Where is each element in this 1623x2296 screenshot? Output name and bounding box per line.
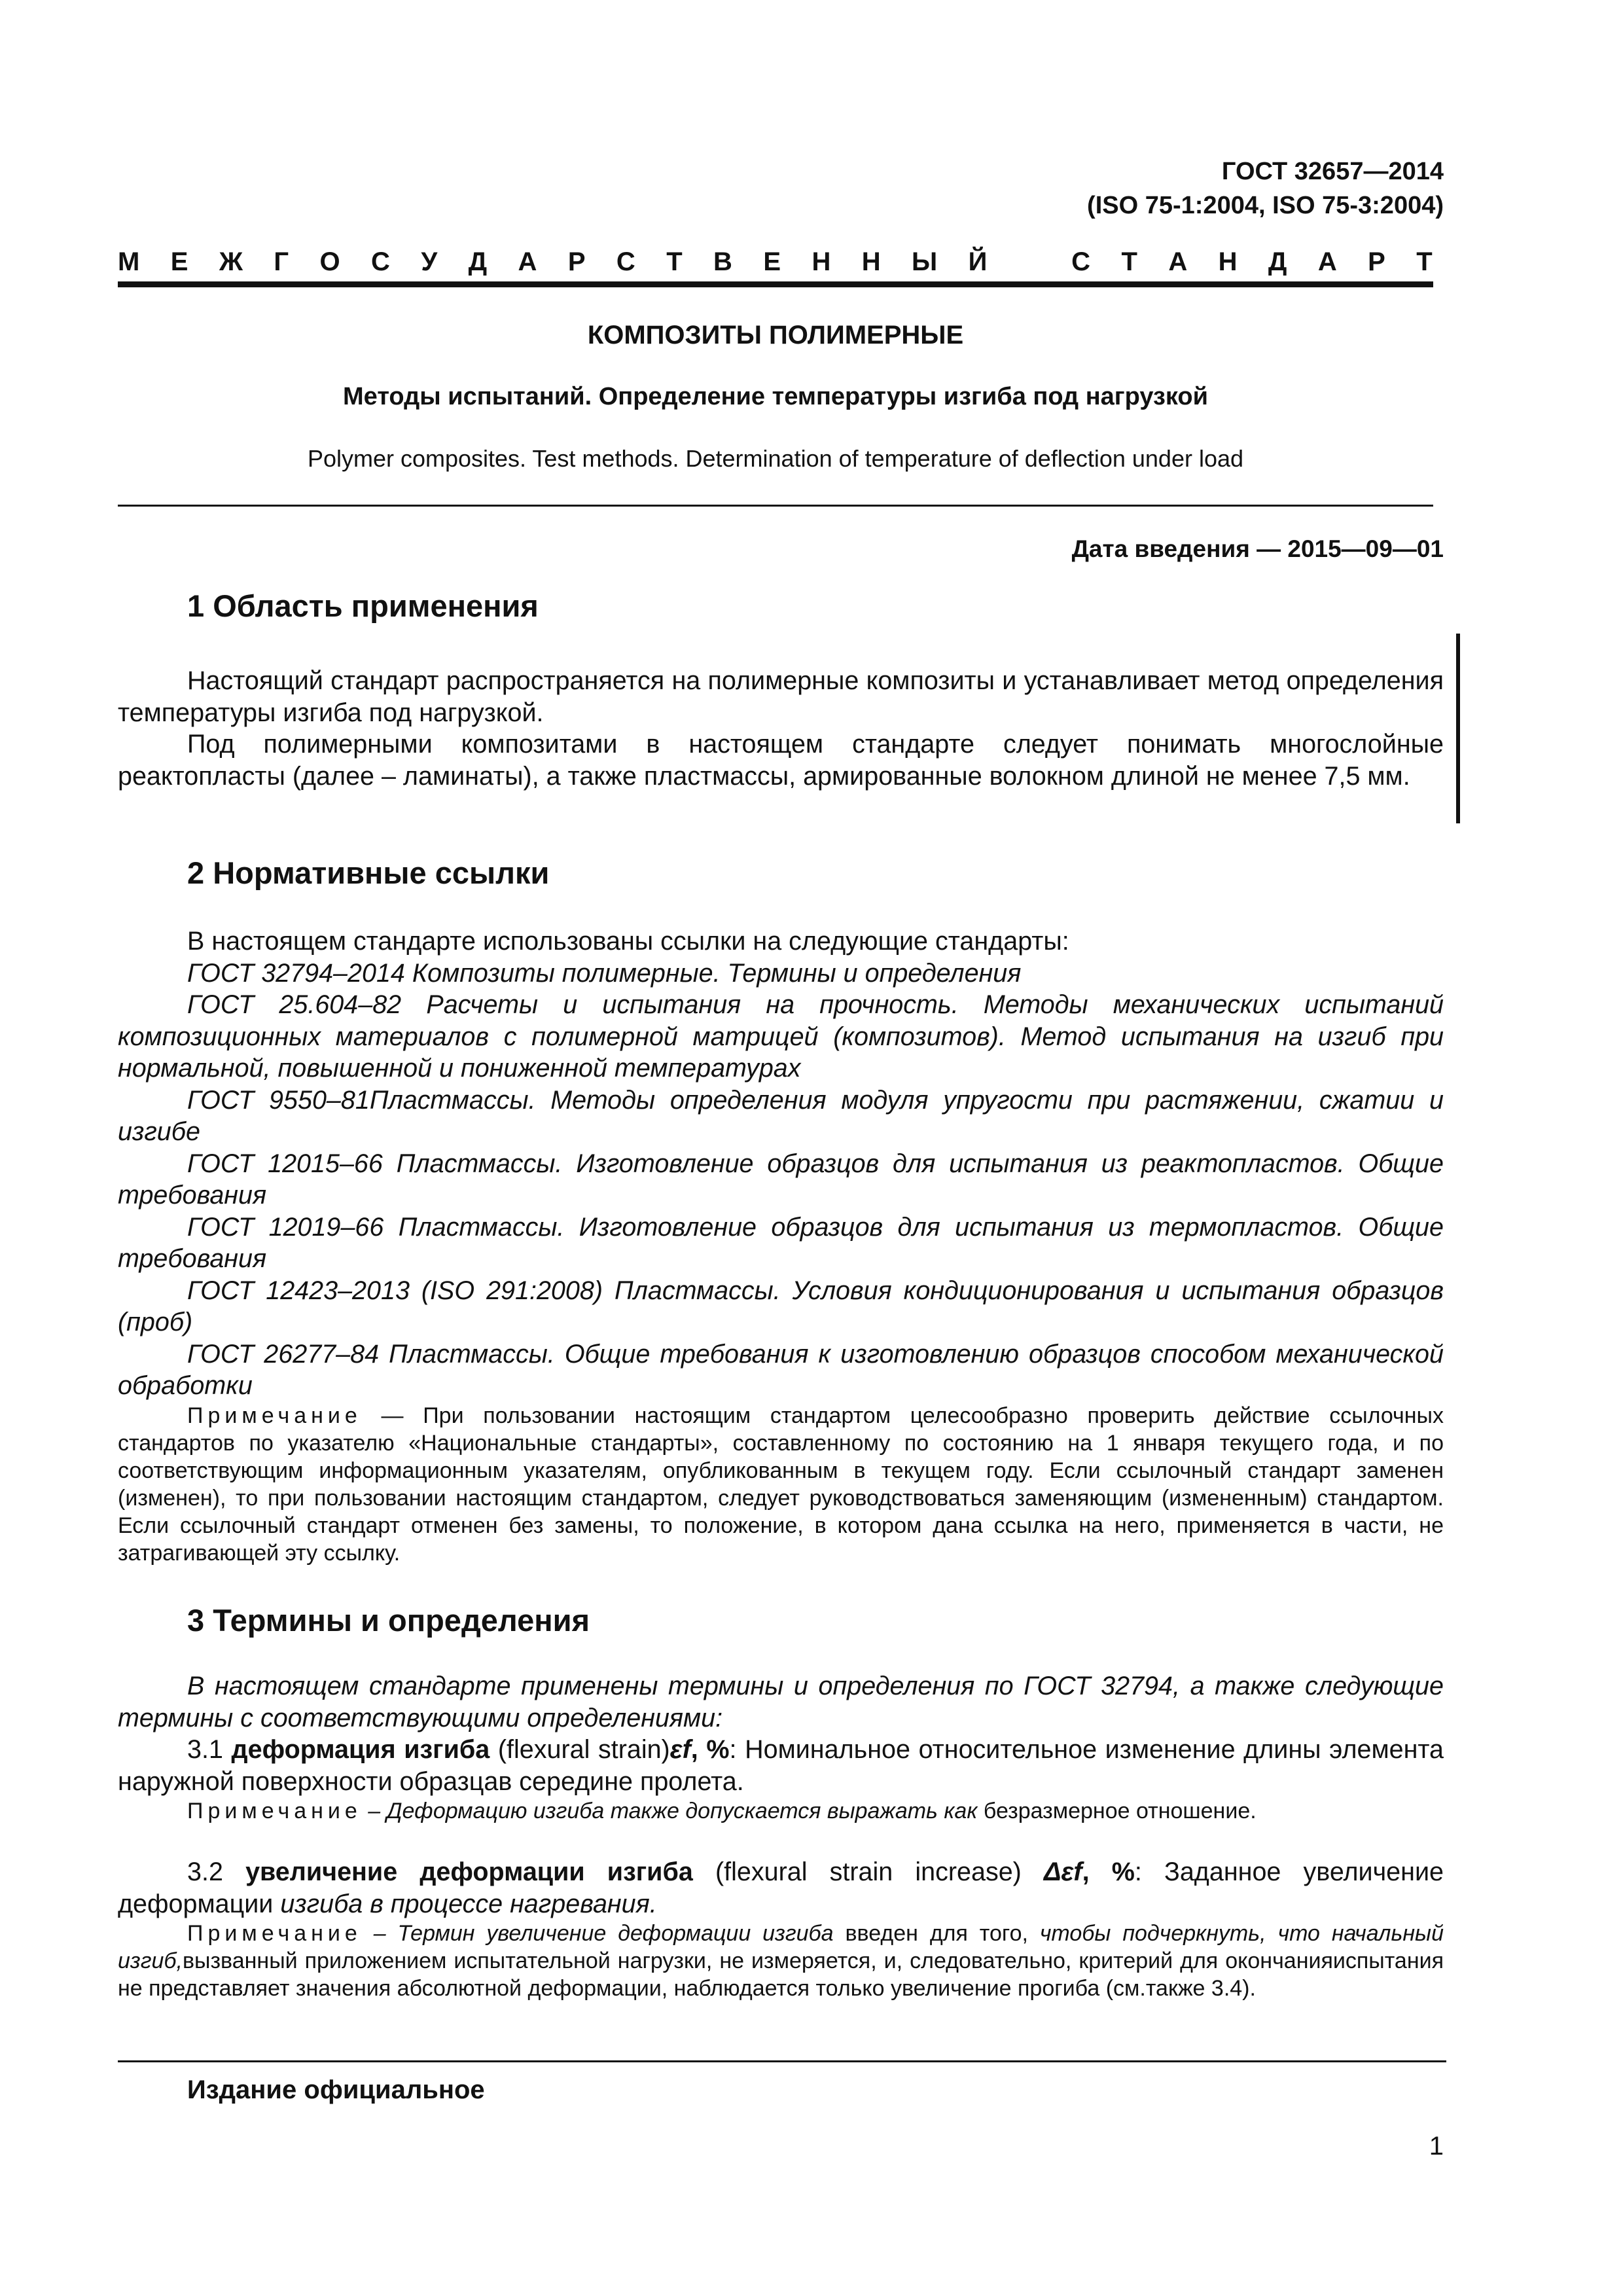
reference-item: ГОСТ 12019–66 Пластмассы. Изготовление образцов для испытания из термопластов. Общие требования <box>118 1212 1444 1273</box>
thick-rule <box>118 281 1433 287</box>
section-1-paragraph: Под полимерными композитами в настоящем стандарте следует понимать многослойные реактопласты (далее – ламинаты), а также пластмассы, армированные волокном длиной не менее 7,5 мм. <box>118 730 1444 791</box>
banner-letter: М <box>118 247 144 276</box>
introduction-date: Дата введения — 2015—09—01 <box>1071 535 1444 562</box>
note-label: Примечание <box>187 1403 362 1428</box>
term-name: деформация изгиба <box>231 1735 490 1764</box>
term-number: 3.2 <box>187 1857 246 1886</box>
page-number: 1 <box>1429 2132 1444 2161</box>
section-2-body <box>118 925 1444 1567</box>
document-title: КОМПОЗИТЫ ПОЛИМЕРНЫЕ <box>587 321 964 350</box>
banner-letter: А <box>1168 247 1192 276</box>
section-3-heading: 3 Термины и определения <box>187 1603 590 1638</box>
english-title: Polymer composites. Test methods. Determination of temperature of deflection under load <box>307 445 1244 472</box>
official-edition: Издание официальное <box>187 2075 485 2104</box>
section-1-heading: 1 Область применения <box>187 588 539 623</box>
change-bar <box>1456 634 1460 823</box>
section-3-intro: В настоящем стандарте применены термины и определения по ГОСТ 32794, а также следующие термины с соответствующими определениями: <box>118 1672 1444 1732</box>
banner-letter: С <box>1071 247 1095 276</box>
banner-letter: Р <box>1368 247 1389 276</box>
section-2-note <box>118 1402 1444 1567</box>
banner-letter: Е <box>763 247 785 276</box>
banner-letter: Й <box>968 247 991 276</box>
banner-letter: А <box>518 247 541 276</box>
banner-gap <box>1018 247 1044 277</box>
term-unit: , % <box>690 1735 730 1764</box>
section-1-paragraph: Настоящий стандарт распространяется на полимерные композиты и устанавливает метод определения температуры изгиба под нагрузкой. <box>118 666 1444 727</box>
banner-letter: Т <box>666 247 687 276</box>
note-text: введен для того, <box>833 1921 1040 1946</box>
reference-item: ГОСТ 12423–2013 (ISO 291:2008) Пластмассы. Условия кондиционирования и испытания образцов (проб) <box>118 1276 1444 1336</box>
banner-letter: Р <box>567 247 590 276</box>
term-symbol: εf <box>669 1735 691 1764</box>
note-text: – Деформацию изгиба также допускается выражать как <box>361 1799 978 1823</box>
section-1-body <box>118 665 1444 792</box>
note-label: Примечание <box>187 1799 362 1823</box>
section-2-heading: 2 Нормативные ссылки <box>187 855 550 890</box>
banner-letter: Ы <box>912 247 942 276</box>
note-label: Примечание <box>187 1921 362 1946</box>
banner-letter: Н <box>861 247 885 276</box>
footer-rule <box>118 2060 1446 2062</box>
term-3-1-note <box>118 1797 1444 1825</box>
standard-reference <box>1087 154 1444 223</box>
document-subtitle: Методы испытаний. Определение температуры изгиба под нагрузкой <box>343 383 1208 410</box>
banner-letter: В <box>713 247 736 276</box>
banner-letter: Ж <box>219 247 247 276</box>
banner-letter: О <box>319 247 344 276</box>
note-text: – Термин увеличение деформации изгиба <box>361 1921 834 1946</box>
gost-number: ГОСТ 32657—2014 <box>1221 158 1444 185</box>
term-symbol: Δεf <box>1044 1857 1082 1886</box>
banner-letter: Г <box>274 247 293 276</box>
term-number: 3.1 <box>187 1735 232 1764</box>
title-rule <box>118 505 1433 507</box>
term-definition: : Заданное увеличение деформации <box>118 1857 1444 1918</box>
banner-letter: А <box>1317 247 1341 276</box>
term-3-2-note <box>118 1920 1444 2002</box>
banner-letter: У <box>421 247 442 276</box>
term-definition: : Номинальное относительное изменение длины элемента наружной поверхности образцав середине пролета. <box>118 1735 1444 1796</box>
banner-letter: Д <box>468 247 491 276</box>
banner-letter: Н <box>812 247 835 276</box>
reference-item: ГОСТ 26277–84 Пластмассы. Общие требования к изготовлению образцов способом механической обработки <box>118 1339 1444 1400</box>
term-unit: , % <box>1082 1857 1135 1886</box>
banner-letter: Т <box>1121 247 1141 276</box>
reference-item: ГОСТ 12015–66 Пластмассы. Изготовление образцов для испытания из реактопластов. Общие требования <box>118 1149 1444 1210</box>
section-2-intro: В настоящем стандарте использованы ссылки на следующие стандарты: <box>187 927 1069 956</box>
banner-letter: Н <box>1218 247 1241 276</box>
interstate-standard-banner <box>118 247 1436 277</box>
banner-letter: Д <box>1268 247 1291 276</box>
note-text: вызванный приложением испытательной нагрузки, не измеряется, и, следовательно, критерий для окончанияиспытания не представляет значения абсолютной деформации, наблюдается только увеличение прогиба (см.также 3.4). <box>118 1948 1444 2001</box>
note-text: чтобы подчеркнуть, что начальный изгиб, <box>118 1921 1444 1973</box>
reference-item: ГОСТ 9550–81Пластмассы. Методы определения модуля упругости при растяжении, сжатии и изгибе <box>118 1085 1444 1146</box>
reference-item: ГОСТ 25.604–82 Расчеты и испытания на прочность. Методы механических испытаний композиционных материалов с полимерной матрицей (композитов). Метод испытания на изгиб при нормальной, повышенной и пониженной температурах <box>118 990 1444 1083</box>
banner-letter: Е <box>170 247 192 276</box>
term-3-2 <box>118 1856 1444 1920</box>
banner-letter: С <box>616 247 639 276</box>
term-definition: изгиба в процессе нагревания. <box>280 1889 657 1918</box>
term-english: (flexural strain increase) <box>692 1857 1044 1886</box>
section-3-body <box>118 1670 1444 2002</box>
term-name: увеличение деформации изгиба <box>245 1857 693 1886</box>
note-text: — При пользовании настоящим стандартом целесообразно проверить действие ссылочных стандартов по указателю «Национальные стандарты», составленному по состоянию на 1 января текущего года, и по соответствующим информационным указателям, опубликованным в текущем году. Если ссылочный стандарт заменен (изменен), то при пользовании настоящим стандартом, следует руководствоваться заменяющим (измененным) стандартом. Если ссылочный стандарт отменен без замены, то положение, в котором дана ссылка на него, применяется в части, не затрагивающей эту ссылку. <box>118 1403 1444 1566</box>
term-english: (flexural strain) <box>490 1735 670 1764</box>
iso-reference: (ISO 75-1:2004, ISO 75-3:2004) <box>1087 192 1444 219</box>
banner-letter: С <box>371 247 394 276</box>
reference-item: ГОСТ 32794–2014 Композиты полимерные. Термины и определения <box>187 958 1022 988</box>
note-text: безразмерное отношение. <box>977 1799 1257 1823</box>
banner-letter: Т <box>1416 247 1436 276</box>
term-3-1 <box>118 1734 1444 1797</box>
